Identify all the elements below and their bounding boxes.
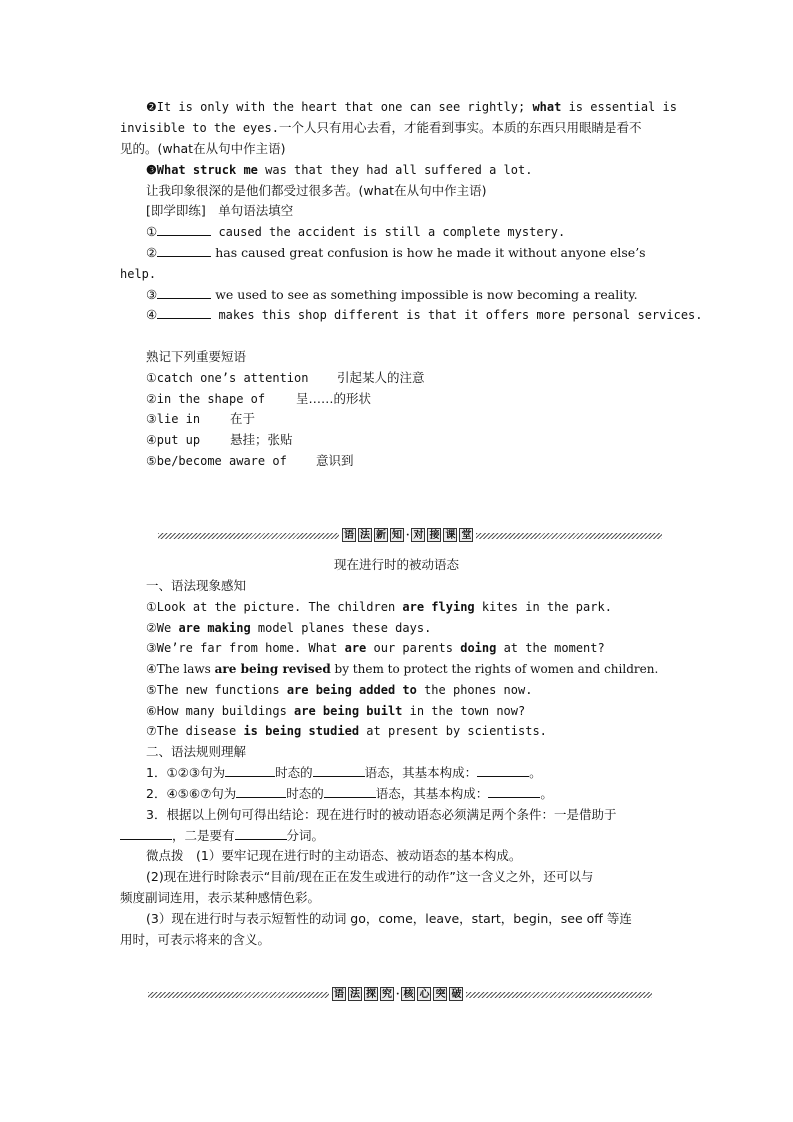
question-3: ③ we used to see as something impossible is now becoming a reality. [146, 287, 638, 302]
grammar-example: ②We are making model planes these days. [146, 621, 432, 635]
practice-title: [即学即练] 单句语法填空 [146, 203, 294, 218]
banner-label: 语 法 新 知 · 对 接 课 堂 [339, 528, 476, 542]
phrase-en: ①catch one’s attention [146, 371, 309, 385]
question-2: ② has caused great confusion is how he made it without anyone else’s [146, 245, 646, 260]
rule-2: 2．④⑤⑥⑦句为 时态的 语态，其基本构成： 。 [146, 786, 553, 801]
tip-2-line1: (2)现在进行时除表示“目前/现在正在发生或进行的动作”这一含义之外，还可以与 [146, 869, 594, 884]
tip-1: 微点拨 (1）要牢记现在进行时的主动语态、被动语态的基本构成。 [146, 848, 522, 863]
example-2-line2: invisible to the eyes.一个人只有用心去看，才能看到事实。本质的东西只用眼睛是看不 [120, 120, 642, 135]
phrase-zh: 引起某人的注意 [337, 370, 425, 385]
answer-blank[interactable] [236, 785, 286, 798]
phrase-zh: 悬挂；张贴 [230, 432, 293, 447]
question-1: ① caused the accident is still a complete mystery. [146, 224, 566, 239]
phrases-title: 熟记下列重要短语 [146, 349, 247, 364]
phrase-en: ⑤be/become aware of [146, 454, 287, 468]
grammar-example: ⑤The new functions are being added to the phones now. [146, 683, 533, 697]
section-banner [158, 528, 662, 542]
answer-blank[interactable] [225, 764, 275, 777]
answer-blank[interactable] [324, 785, 376, 798]
question-4: ④ makes this shop different is that it offers more personal services. [146, 307, 703, 322]
answer-blank[interactable] [157, 244, 211, 257]
answer-blank[interactable] [157, 223, 211, 236]
example-2-line1: ❷It is only with the heart that one can see rightly; what is essential is [146, 100, 677, 114]
tip-2-line2: 频度副词连用，表示某种感情色彩。 [120, 890, 321, 905]
question-2-cont: help. [120, 267, 157, 281]
grammar-example: ⑦The disease is being studied at present by scientists. [146, 724, 547, 738]
tip-3-line2: 用时，可表示将来的含义。 [120, 932, 271, 947]
section-banner [148, 987, 652, 1001]
grammar-example: ⑥How many buildings are being built in the town now? [146, 704, 526, 718]
tip-3-line1: (3）现在进行时与表示短暂性的动词 go，come，leave，start，begin，see off 等连 [146, 911, 632, 926]
answer-blank[interactable] [235, 827, 287, 840]
example-3-line1: ❸What struck me was that they had all suffered a lot. [146, 163, 533, 177]
example-2-line3: 见的。(what在从句中作主语) [120, 141, 286, 156]
rule-3-line1: 3．根据以上例句可得出结论：现在进行时的被动语态必须满足两个条件：一是借助于 [146, 807, 617, 822]
answer-blank[interactable] [157, 286, 211, 299]
rule-3-line2: ，二是要有 分词。 [120, 827, 324, 845]
answer-blank[interactable] [477, 764, 529, 777]
section-heading: 二、语法规则理解 [146, 744, 247, 759]
phrase-en: ②in the shape of [146, 392, 266, 406]
phrase-zh: 呈……的形状 [296, 391, 372, 406]
grammar-example: ④The laws are being revised by them to protect the rights of women and children. [146, 662, 659, 676]
section-heading: 一、语法现象感知 [146, 578, 247, 593]
grammar-title: 现在进行时的被动语态 [333, 557, 459, 572]
rule-1: 1．①②③句为 时态的 语态，其基本构成： 。 [146, 765, 542, 780]
phrase-en: ④put up [146, 433, 201, 447]
answer-blank[interactable] [488, 785, 540, 798]
banner-label: 语 法 探 究 · 核 心 突 破 [329, 987, 466, 1001]
phrase-zh: 在于 [230, 411, 256, 426]
grammar-example: ①Look at the picture. The children are flying kites in the park. [146, 600, 612, 614]
phrase-en: ③lie in [146, 412, 201, 426]
answer-blank[interactable] [120, 827, 172, 840]
phrase-zh: 意识到 [316, 453, 354, 468]
grammar-example: ③We’re far from home. What are our parents doing at the moment? [146, 641, 605, 655]
answer-blank[interactable] [157, 306, 211, 319]
example-3-translation: 让我印象很深的是他们都受过很多苦。(what在从句中作主语) [146, 183, 487, 198]
answer-blank[interactable] [313, 764, 365, 777]
